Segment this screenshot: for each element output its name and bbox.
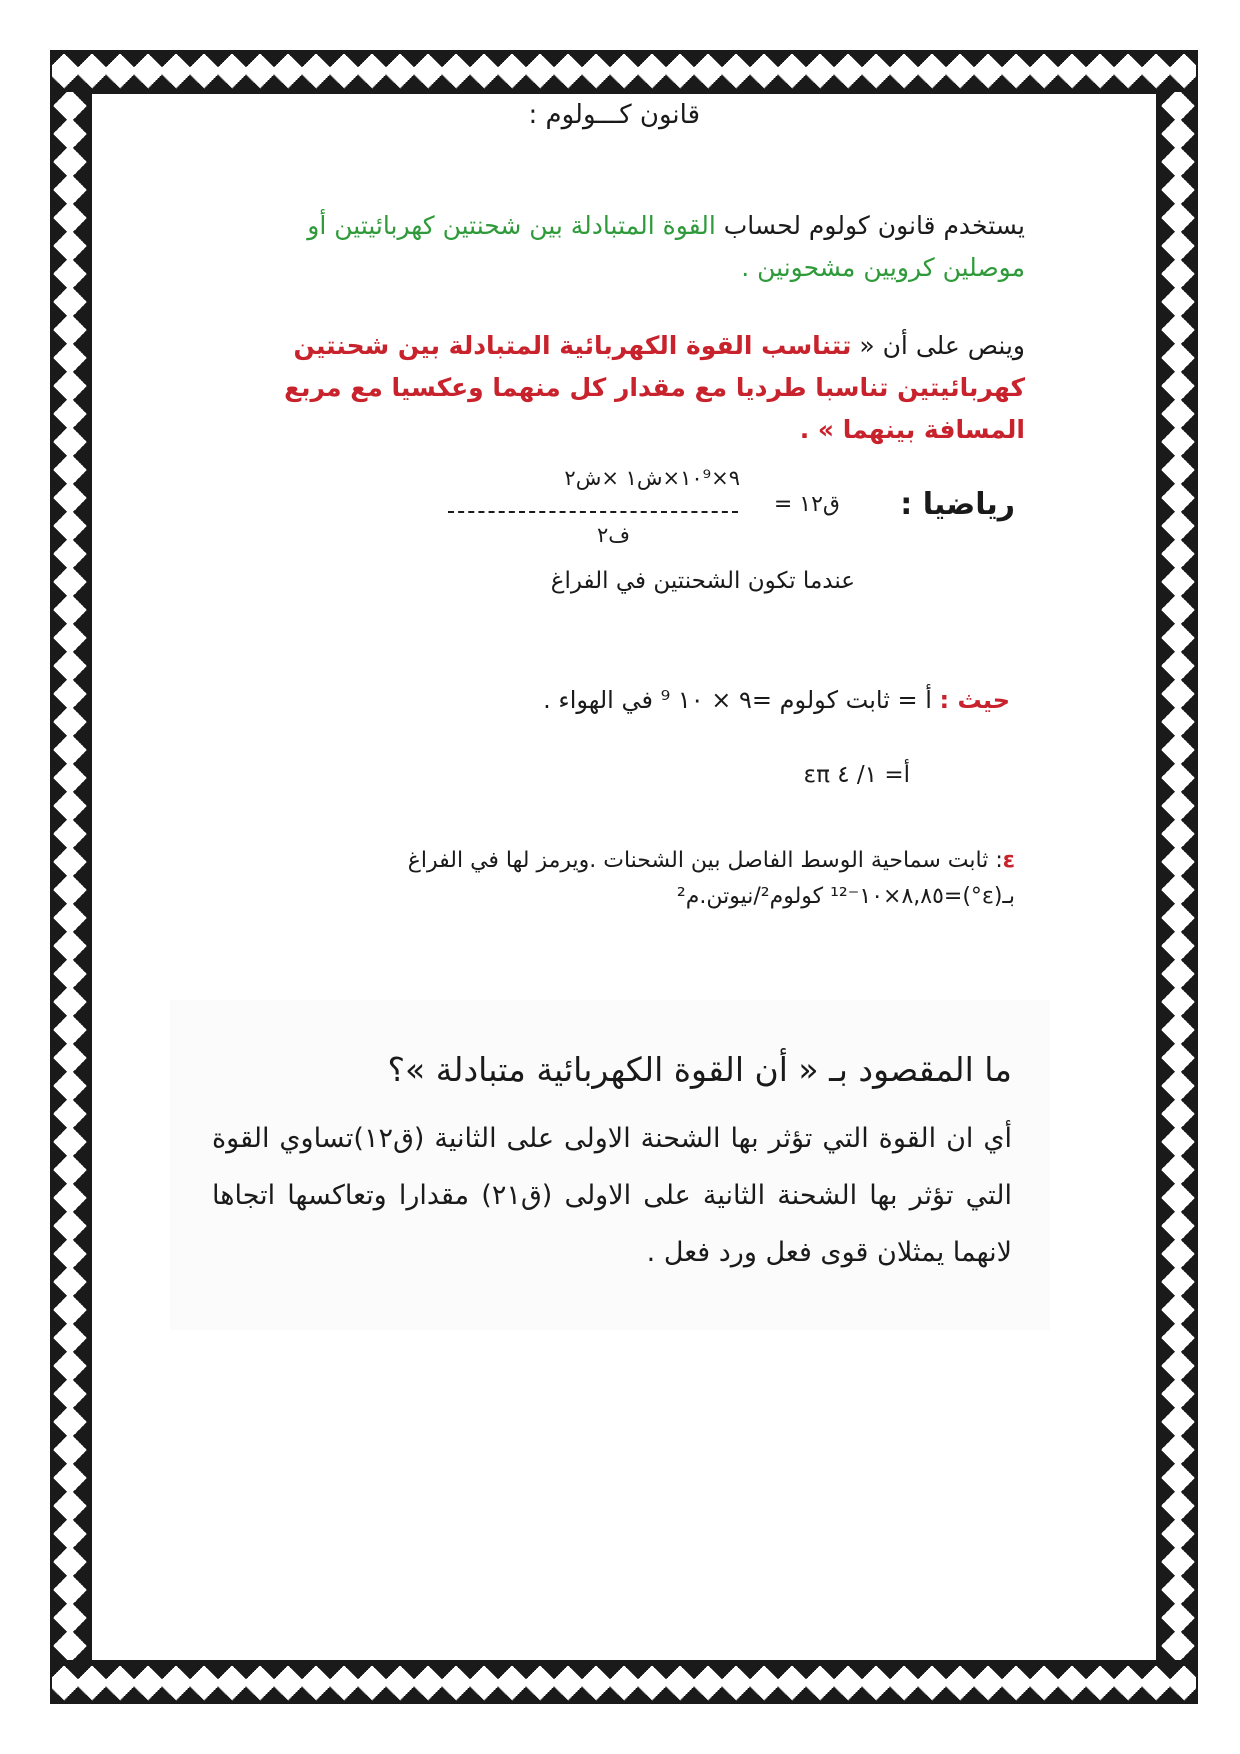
intro-prefix: يستخدم قانون كولوم لحساب bbox=[715, 211, 1025, 240]
intro-highlight: القوة المتبادلة بين شحنتين كهربائيتين أو موصلين كرويين مشحونين . bbox=[307, 211, 1025, 282]
vacuum-note: عندما تكون الشحنتين في الفراغ bbox=[550, 568, 855, 594]
statement-suffix: » . bbox=[799, 415, 843, 444]
decorative-border-right bbox=[1156, 92, 1198, 1660]
fraction-line bbox=[448, 511, 738, 513]
question-answer: أي ان القوة التي تؤثر بها الشحنة الاولى على الثانية (ق١٢)تساوي القوة التي تؤثر بها الشحنة الثانية على الاولى (ق٢١) مقدارا وتعاكسها اتجاها لانهما يمثلان قوى فعل ورد فعل . bbox=[212, 1123, 1012, 1268]
where-line bbox=[543, 686, 1010, 714]
a-definition: أ= ١/ ٤ επ bbox=[803, 762, 910, 788]
where-label: حيث : bbox=[939, 686, 1010, 714]
math-label: رياضيا : bbox=[900, 487, 1015, 522]
page-title: قانون كـــولوم : bbox=[528, 100, 700, 130]
question-title: ما المقصود بـ « أن القوة الكهربائية متبادلة »؟ bbox=[387, 1050, 1012, 1089]
statement-prefix: وينص على أن « bbox=[851, 331, 1025, 360]
epsilon-symbol: ε bbox=[1002, 848, 1015, 873]
formula-numerator: ٩×١٠⁹×ش١ ×ش٢ bbox=[564, 466, 740, 490]
decorative-border-top bbox=[50, 50, 1196, 94]
where-text: أ = ثابت كولوم =٩ × ١٠ ⁹ في الهواء . bbox=[543, 686, 940, 714]
decorative-border-bottom bbox=[50, 1660, 1196, 1704]
epsilon-definition bbox=[235, 843, 1015, 915]
decorative-border-left bbox=[50, 92, 92, 1660]
formula-denominator: ف٢ bbox=[596, 523, 630, 547]
formula-lhs: ق١٢ = bbox=[773, 492, 840, 517]
epsilon-text: : ثابت سماحية الوسط الفاصل بين الشحنات .ويرمز لها في الفراغ بـ(ε°)=٨,٨٥×١٠⁻¹² كولوم²/نيوتن.م² bbox=[407, 848, 1015, 909]
intro-paragraph bbox=[265, 205, 1025, 289]
law-statement bbox=[265, 325, 1025, 451]
statement-highlight: تتناسب القوة الكهربائية المتبادلة بين شحنتين كهربائيتين تناسبا طرديا مع مقدار كل منهما وعكسيا مع مربع المسافة بينهما bbox=[284, 331, 1025, 444]
